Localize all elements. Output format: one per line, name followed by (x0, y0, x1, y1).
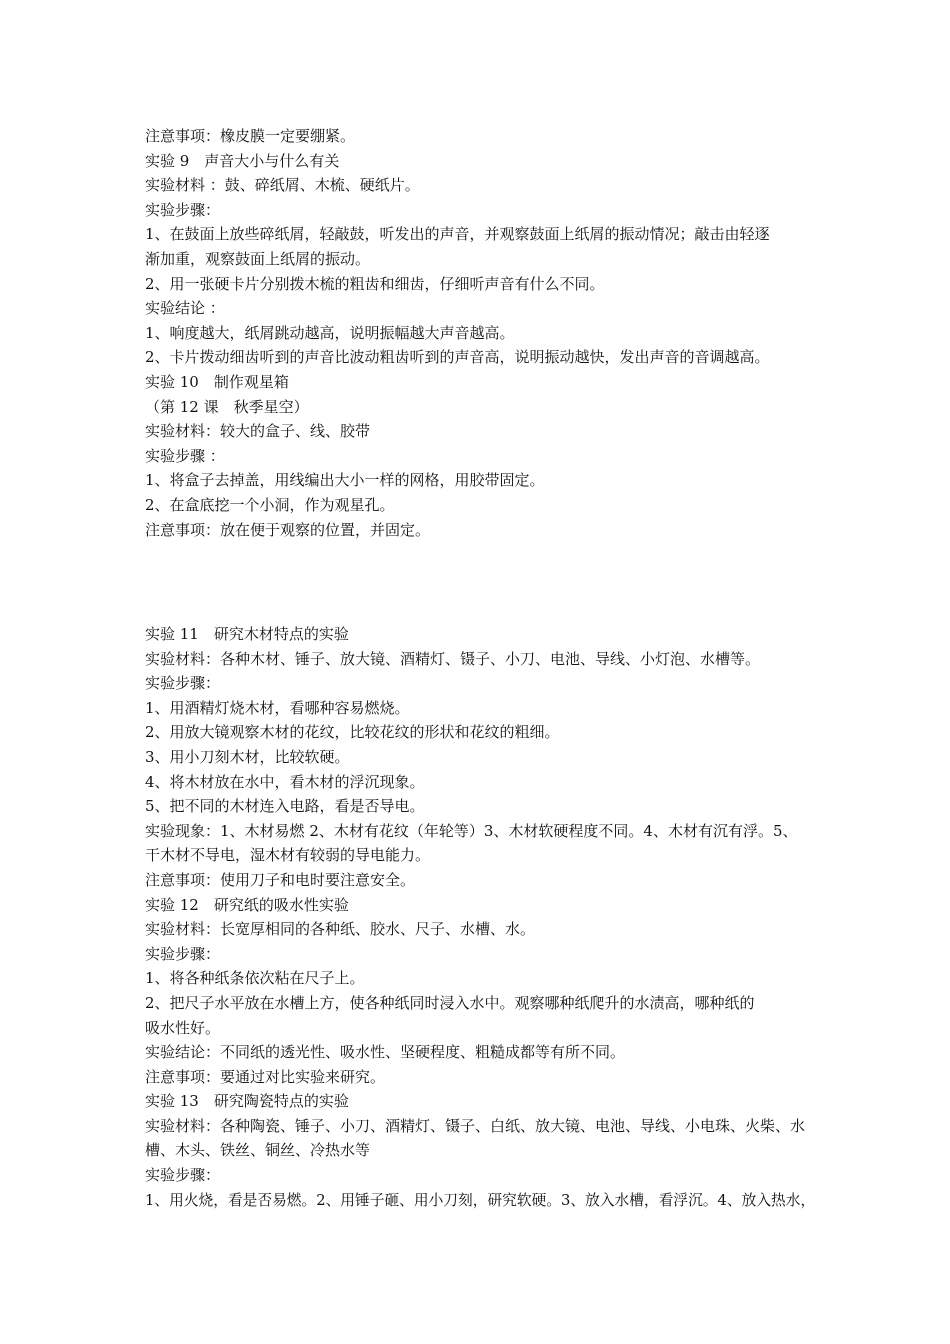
text-line: 干木材不导电，湿木材有较弱的导电能力。 (145, 846, 431, 865)
text-line: 注意事项：放在便于观察的位置，并固定。 (145, 520, 431, 539)
text-line: 1、在鼓面上放些碎纸屑，轻敲鼓，听发出的声音，并观察鼓面上纸屑的振动情况；敲击由轻逐 (145, 225, 770, 244)
text-line: 1、用火烧，看是否易燃。2、用锤子砸、用小刀刻，研究软硬。3、放入水槽，看浮沉。4、放入热水， (145, 1190, 816, 1209)
text-block-experiments-9-10 (145, 124, 815, 542)
section-heading: 实验 13 研究陶瓷特点的实验 (145, 1092, 349, 1111)
text-line: 实验步骤： (145, 674, 221, 693)
text-line: 2、卡片拨动细齿听到的声音比波动粗齿听到的声音高，说明振动越快，发出声音的音调越高。 (145, 348, 770, 367)
text-line: 注意事项：要通过对比实验来研究。 (145, 1067, 386, 1086)
text-line: 5、把不同的木材连入电路，看是否导电。 (145, 797, 425, 816)
text-line: 2、用放大镜观察木材的花纹，比较花纹的形状和花纹的粗细。 (145, 723, 560, 742)
text-line: 实验材料：较大的盒子、线、胶带 (145, 422, 371, 441)
text-line: 实验材料：各种木材、锤子、放大镜、酒精灯、镊子、小刀、电池、导线、小灯泡、水槽等。 (145, 649, 761, 668)
text-line: 实验材料：长宽厚相同的各种纸、胶水、尺子、水槽、水。 (145, 920, 536, 939)
text-block-experiments-11-13 (145, 622, 815, 1212)
text-line: 1、将各种纸条依次粘在尺子上。 (145, 969, 365, 988)
section-heading: 实验 10 制作观星箱 (145, 372, 289, 391)
text-line: 1、用酒精灯烧木材，看哪种容易燃烧。 (145, 698, 410, 717)
section-heading: 实验 11 研究木材特点的实验 (145, 625, 349, 643)
text-line: 1、响度越大，纸屑跳动越高，说明振幅越大声音越高。 (145, 323, 515, 342)
section-heading: 实验 12 研究纸的吸水性实验 (145, 895, 349, 914)
text-line: 实验材料 ：鼓、碎纸屑、木梳、硬纸片。 (145, 176, 420, 195)
text-line: 1、将盒子去掉盖，用线编出大小一样的网格，用胶带固定。 (145, 471, 545, 490)
text-line: 注意事项：使用刀子和电时要注意安全。 (145, 870, 416, 889)
text-line: 实验结论 ： (145, 299, 225, 318)
text-line: 注意事项：橡皮膜一定要绷紧。 (145, 127, 356, 145)
text-line: 实验步骤： (145, 1166, 221, 1185)
text-line: 实验结论：不同纸的透光性、吸水性、坚硬程度、粗糙成都等有所不同。 (145, 1043, 626, 1062)
text-line: 渐加重，观察鼓面上纸屑的振动。 (145, 249, 371, 268)
text-line: 实验步骤 ： (145, 446, 225, 465)
text-line: （第 12 课 秋季星空） (145, 397, 309, 416)
text-line: 3、用小刀刻木材，比较软硬。 (145, 747, 350, 766)
text-line: 槽、木头、铁丝、铜丝、冷热水等 (145, 1141, 371, 1160)
text-line: 2、在盒底挖一个小洞，作为观星孔。 (145, 495, 395, 514)
text-line: 实验步骤： (145, 944, 221, 963)
text-line: 2、用一张硬卡片分别拨木梳的粗齿和细齿，仔细听声音有什么不同。 (145, 274, 605, 293)
text-line: 实验现象：1、木材易燃 2、木材有花纹（年轮等）3、木材软硬程度不同。4、木材有沉有浮。5、 (145, 821, 798, 840)
text-line: 实验材料：各种陶瓷、锤子、小刀、酒精灯、镊子、白纸、放大镜、电池、导线、小电珠、火柴、水 (145, 1116, 806, 1135)
text-line: 实验步骤： (145, 200, 221, 219)
text-line: 吸水性好。 (145, 1018, 221, 1037)
text-line: 2、把尺子水平放在水槽上方，使各种纸同时浸入水中。观察哪种纸爬升的水渍高，哪种纸的 (145, 993, 755, 1012)
text-line: 4、将木材放在水中，看木材的浮沉现象。 (145, 772, 425, 791)
section-heading: 实验 9 声音大小与什么有关 (145, 151, 340, 170)
